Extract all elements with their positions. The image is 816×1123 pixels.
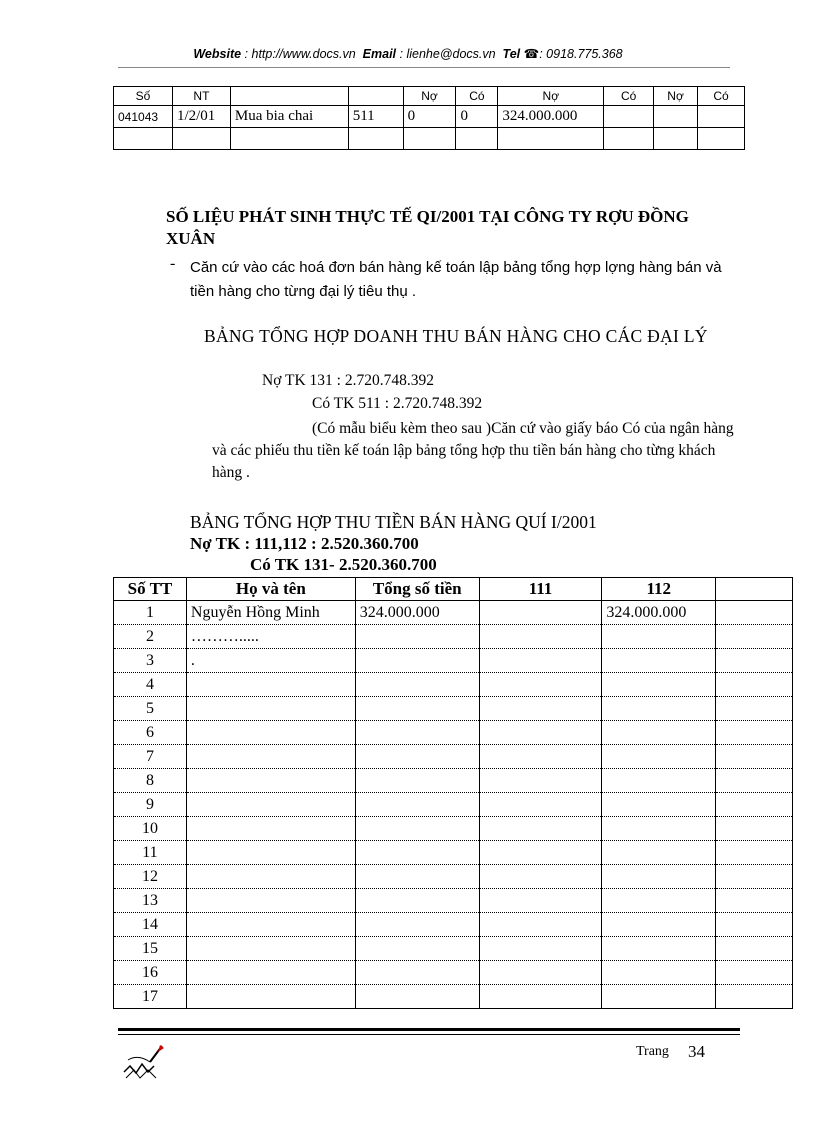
table-cell bbox=[698, 128, 745, 150]
table-cell bbox=[355, 961, 479, 985]
table-row bbox=[114, 793, 793, 817]
page-header bbox=[0, 46, 816, 61]
table-row bbox=[114, 697, 793, 721]
table-cell bbox=[602, 649, 716, 673]
table-cell: 6 bbox=[114, 721, 187, 745]
table-cell bbox=[479, 937, 602, 961]
table-cell: Nợ bbox=[498, 87, 604, 106]
table-cell bbox=[716, 913, 793, 937]
table-cell bbox=[355, 913, 479, 937]
table-cell: 324.000.000 bbox=[498, 106, 604, 128]
table-cell: 4 bbox=[114, 673, 187, 697]
table-cell bbox=[604, 106, 654, 128]
header-divider bbox=[118, 67, 730, 68]
table-cell bbox=[355, 889, 479, 913]
table-cell: 1/2/01 bbox=[172, 106, 230, 128]
table-cell: Có bbox=[456, 87, 498, 106]
table-cell bbox=[186, 937, 355, 961]
table-cell: Nguyễn Hồng Minh bbox=[186, 601, 355, 625]
table-cell: Mua bia chai bbox=[230, 106, 348, 128]
column-header: 112 bbox=[602, 578, 716, 601]
table-cell: 0 bbox=[403, 106, 456, 128]
table-cell bbox=[186, 721, 355, 745]
table-cell bbox=[355, 625, 479, 649]
table-cell bbox=[498, 128, 604, 150]
table-cell bbox=[355, 937, 479, 961]
table-cell bbox=[186, 985, 355, 1009]
table-row bbox=[114, 673, 793, 697]
website-label: Website bbox=[193, 47, 242, 61]
table-row bbox=[114, 889, 793, 913]
table-cell bbox=[602, 865, 716, 889]
table-cell bbox=[186, 745, 355, 769]
table-row bbox=[114, 721, 793, 745]
table-cell: 3 bbox=[114, 649, 187, 673]
phone-icon: ☎ bbox=[523, 47, 540, 61]
table-cell bbox=[479, 961, 602, 985]
table-cell bbox=[186, 817, 355, 841]
table-cell: . bbox=[186, 649, 355, 673]
table-cell: 1 bbox=[114, 601, 187, 625]
table-row bbox=[114, 128, 745, 150]
table-cell: 7 bbox=[114, 745, 187, 769]
table-cell bbox=[716, 841, 793, 865]
table-row bbox=[114, 913, 793, 937]
table-cell bbox=[186, 841, 355, 865]
table-cell: Số bbox=[114, 87, 173, 106]
table-cell bbox=[716, 649, 793, 673]
table-row bbox=[114, 817, 793, 841]
footer-divider-thick bbox=[118, 1028, 740, 1031]
table-cell bbox=[602, 673, 716, 697]
table-cell: 17 bbox=[114, 985, 187, 1009]
table-cell bbox=[479, 649, 602, 673]
table-cell bbox=[602, 913, 716, 937]
table-cell bbox=[479, 601, 602, 625]
ledger-header-row bbox=[114, 87, 745, 106]
ledger-table bbox=[113, 86, 745, 150]
table-cell bbox=[716, 937, 793, 961]
table-cell bbox=[230, 87, 348, 106]
table-cell bbox=[186, 769, 355, 793]
table-cell: 324.000.000 bbox=[355, 601, 479, 625]
receipts-title: BẢNG TỔNG HỢP THU TIỀN BÁN HÀNG QUÍ I/2001 bbox=[190, 512, 597, 532]
table-cell: Nợ bbox=[654, 87, 698, 106]
column-header bbox=[716, 578, 793, 601]
table-row bbox=[114, 985, 793, 1009]
email-value: : lienhe@docs.vn bbox=[399, 47, 496, 61]
table-cell bbox=[355, 769, 479, 793]
table-cell bbox=[186, 889, 355, 913]
table-cell bbox=[716, 961, 793, 985]
summary-debit-line: Nợ TK 131 : 2.720.748.392 bbox=[262, 372, 434, 389]
page-label: Trang bbox=[636, 1044, 669, 1059]
table-cell bbox=[479, 769, 602, 793]
table-cell bbox=[716, 601, 793, 625]
summary-title: BẢNG TỔNG HỢP DOANH THU BÁN HÀNG CHO CÁC ĐẠI LÝ bbox=[204, 326, 708, 346]
column-header: 111 bbox=[479, 578, 602, 601]
table-cell bbox=[602, 817, 716, 841]
column-header: Tổng số tiền bbox=[355, 578, 479, 601]
table-cell bbox=[654, 128, 698, 150]
table-cell: 0 bbox=[456, 106, 498, 128]
table-cell bbox=[716, 673, 793, 697]
table-cell: 5 bbox=[114, 697, 187, 721]
table-cell: 16 bbox=[114, 961, 187, 985]
table-cell: ………..... bbox=[186, 625, 355, 649]
receipts-table bbox=[113, 577, 793, 1009]
table-cell bbox=[604, 128, 654, 150]
table-cell: Nợ bbox=[403, 87, 456, 106]
table-cell bbox=[355, 985, 479, 1009]
table-cell bbox=[602, 937, 716, 961]
table-cell bbox=[479, 625, 602, 649]
column-header: Họ và tên bbox=[186, 578, 355, 601]
table-cell bbox=[230, 128, 348, 150]
website-value: : http://www.docs.vn bbox=[244, 47, 356, 61]
table-row bbox=[114, 625, 793, 649]
table-cell: 11 bbox=[114, 841, 187, 865]
table-cell: 324.000.000 bbox=[602, 601, 716, 625]
table-cell: 9 bbox=[114, 793, 187, 817]
table-cell bbox=[479, 889, 602, 913]
table-cell: 12 bbox=[114, 865, 187, 889]
table-row bbox=[114, 649, 793, 673]
table-cell bbox=[716, 697, 793, 721]
tel-value: : 0918.775.368 bbox=[539, 47, 623, 61]
receipts-debit-line: Nợ TK : 111,112 : 2.520.360.700 bbox=[190, 534, 419, 553]
table-cell bbox=[479, 697, 602, 721]
table-cell bbox=[716, 793, 793, 817]
table-cell bbox=[355, 697, 479, 721]
table-cell bbox=[355, 721, 479, 745]
table-cell bbox=[716, 721, 793, 745]
table-cell bbox=[602, 745, 716, 769]
section-title: SỐ LIỆU PHÁT SINH THỰC TẾ QI/2001 TẠI CÔNG TY RỢU ĐỒNG XUÂN bbox=[166, 207, 689, 248]
table-cell bbox=[479, 865, 602, 889]
table-row bbox=[114, 601, 793, 625]
table-cell bbox=[479, 913, 602, 937]
table-cell bbox=[355, 841, 479, 865]
table-cell bbox=[602, 625, 716, 649]
table-cell bbox=[602, 961, 716, 985]
section-paragraph: Căn cứ vào các hoá đơn bán hàng kế toán lập bảng tổng hợp lợng hàng bán và tiền hàng cho từng đại lý tiêu thụ . bbox=[190, 259, 722, 300]
receipts-header-row bbox=[114, 578, 793, 601]
table-row bbox=[114, 841, 793, 865]
table-cell bbox=[602, 841, 716, 865]
table-cell bbox=[172, 128, 230, 150]
table-row bbox=[114, 769, 793, 793]
table-cell bbox=[602, 985, 716, 1009]
table-cell bbox=[403, 128, 456, 150]
table-cell bbox=[716, 985, 793, 1009]
bullet-dash: - bbox=[170, 255, 176, 272]
table-cell bbox=[479, 673, 602, 697]
table-cell bbox=[355, 745, 479, 769]
table-cell bbox=[602, 793, 716, 817]
table-cell bbox=[716, 745, 793, 769]
table-cell: NT bbox=[172, 87, 230, 106]
table-cell: 15 bbox=[114, 937, 187, 961]
summary-credit-line: Có TK 511 : 2.720.748.392 bbox=[312, 395, 483, 412]
table-row bbox=[114, 745, 793, 769]
table-row bbox=[114, 961, 793, 985]
table-cell bbox=[716, 625, 793, 649]
table-row bbox=[114, 865, 793, 889]
table-cell bbox=[716, 889, 793, 913]
table-cell bbox=[716, 769, 793, 793]
table-cell: 511 bbox=[348, 106, 403, 128]
footer-divider-thin bbox=[118, 1034, 740, 1035]
table-cell bbox=[602, 769, 716, 793]
table-cell bbox=[479, 985, 602, 1009]
table-cell bbox=[479, 721, 602, 745]
table-cell bbox=[602, 697, 716, 721]
table-cell bbox=[186, 865, 355, 889]
table-cell: Có bbox=[698, 87, 745, 106]
table-row bbox=[114, 106, 745, 128]
table-cell bbox=[114, 128, 173, 150]
table-cell: Có bbox=[604, 87, 654, 106]
receipts-credit-line: Có TK 131- 2.520.360.700 bbox=[250, 555, 437, 574]
table-cell bbox=[348, 87, 403, 106]
table-cell bbox=[186, 961, 355, 985]
table-cell bbox=[186, 793, 355, 817]
table-cell: 13 bbox=[114, 889, 187, 913]
table-cell: 2 bbox=[114, 625, 187, 649]
table-cell bbox=[698, 106, 745, 128]
signature-logo-icon bbox=[120, 1042, 166, 1082]
table-cell: 10 bbox=[114, 817, 187, 841]
table-cell: 8 bbox=[114, 769, 187, 793]
table-cell bbox=[355, 865, 479, 889]
table-cell bbox=[479, 841, 602, 865]
table-cell bbox=[355, 817, 479, 841]
table-cell bbox=[479, 817, 602, 841]
summary-note: (Có mẫu biểu kèm theo sau )Căn cứ vào giấy báo Có của ngân hàng và các phiếu thu tiền kế toán lập bảng tổng hợp thu tiền bán hàng cho từng khách hàng . bbox=[212, 420, 734, 481]
table-cell: 14 bbox=[114, 913, 187, 937]
table-cell bbox=[456, 128, 498, 150]
page-number: 34 bbox=[688, 1042, 705, 1061]
table-cell bbox=[479, 745, 602, 769]
table-cell bbox=[355, 649, 479, 673]
table-cell bbox=[479, 793, 602, 817]
table-cell bbox=[348, 128, 403, 150]
column-header: Số TT bbox=[114, 578, 187, 601]
table-cell bbox=[716, 817, 793, 841]
email-label: Email bbox=[362, 47, 397, 61]
table-cell bbox=[355, 673, 479, 697]
table-cell bbox=[186, 697, 355, 721]
table-cell bbox=[654, 106, 698, 128]
table-cell bbox=[355, 793, 479, 817]
table-cell bbox=[716, 865, 793, 889]
table-cell bbox=[186, 673, 355, 697]
tel-label: Tel bbox=[502, 47, 521, 61]
table-cell bbox=[602, 721, 716, 745]
table-cell: 041043 bbox=[114, 106, 173, 128]
table-row bbox=[114, 937, 793, 961]
table-cell bbox=[602, 889, 716, 913]
table-cell bbox=[186, 913, 355, 937]
